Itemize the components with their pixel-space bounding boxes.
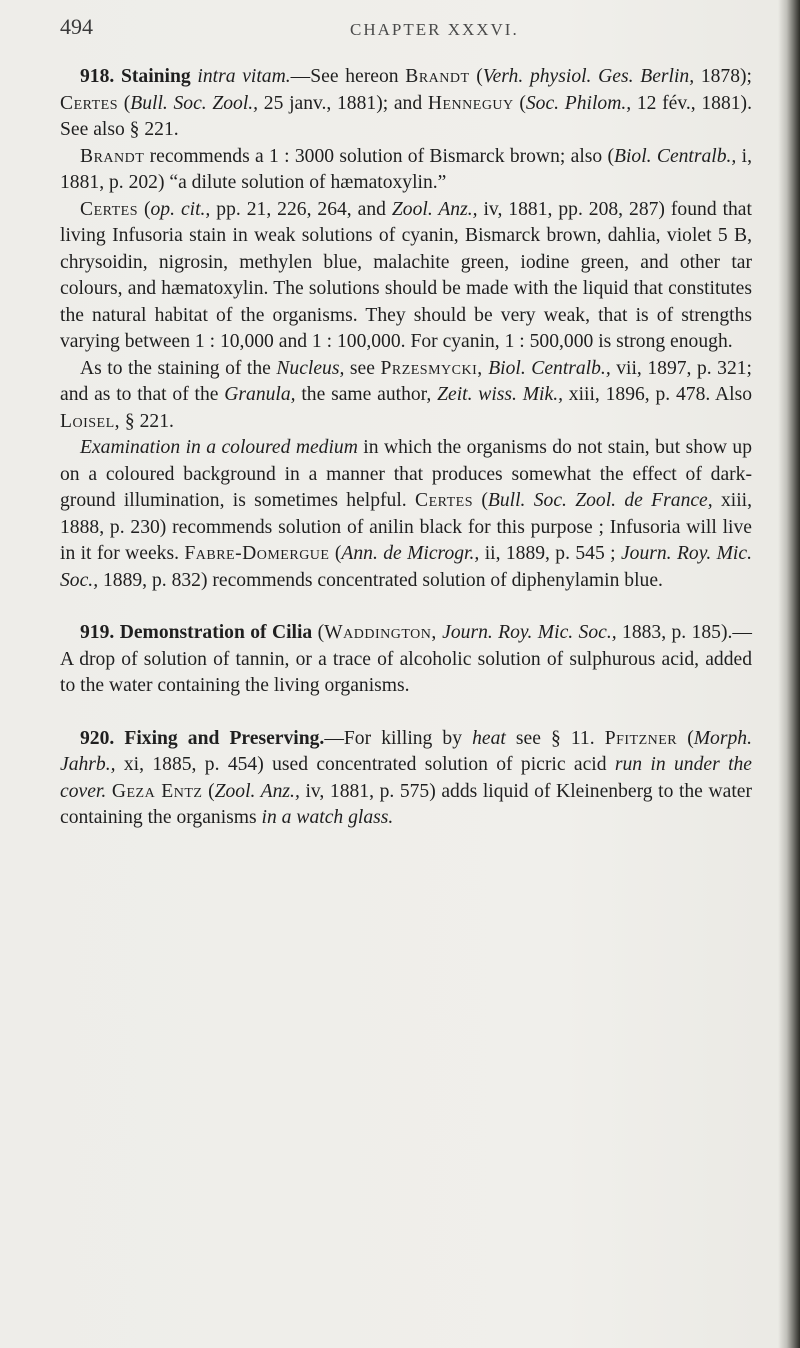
citation-journal: Biol. Centralb.,	[614, 145, 737, 167]
section-title: Demonstration of Cilia	[119, 622, 313, 643]
section-title: Fixing and Preserving.	[124, 727, 325, 749]
section-gap	[60, 594, 752, 620]
author-name: Pfitzner	[604, 727, 678, 749]
citation-journal: Bull. Soc. Zool.,	[130, 92, 259, 114]
body-text	[60, 64, 752, 832]
section-918-paragraph: 918. Staining intra vitam.—See hereon Brandt (Verh. physiol. Ges. Berlin, 1878); Certes (Bull. Soc. Zool., 25 janv., 1881); and Henneguy (Soc. Philom., 12 fév., 1881). See also § 221.	[60, 66, 752, 140]
citation-journal: Zool. Anz.,	[391, 198, 478, 220]
section-gap	[60, 700, 752, 726]
section-number: 920.	[80, 727, 115, 749]
citation-journal: Verh. physiol. Ges. Berlin,	[482, 66, 695, 87]
citation-journal: Zool. Anz.,	[214, 780, 300, 802]
page-number: 494	[60, 14, 93, 39]
author-name: Henneguy	[427, 92, 514, 114]
author-name: Loisel,	[60, 410, 121, 432]
paragraph: Certes (op. cit., pp. 21, 226, 264, and Zool. Anz., iv, 1881, pp. 208, 287) found that living Infusoria stain in weak solutions of cyanin, Bismarck brown, dahlia, violet 5 B, chrysoidin, nigrosin, methylen blue, malachite green, iodine green, and other tar colours, and hæmatoxylin. The solutions should be made with the liquid that constitutes the natural habitat of the organisms. They should be very weak, that is of strengths varying between 1 : 10,000 and 1 : 100,000. For cyanin, 1 : 500,000 is strong enough.	[60, 198, 752, 352]
italic-term: Examination in a coloured medium	[80, 437, 358, 458]
citation-journal: Zeit. wiss. Mik.,	[437, 384, 563, 405]
citation-journal: Journ. Roy. Mic. Soc.,	[60, 543, 752, 591]
citation-journal: op. cit.,	[150, 198, 211, 220]
citation-journal: Journ. Roy. Mic. Soc.,	[442, 622, 617, 643]
author-name: Certes	[415, 490, 474, 511]
paragraph: As to the staining of the Nucleus, see Przesmycki, Biol. Centralb., vii, 1897, p. 321; and as to that of the Granula, the same author, Zeit. wiss. Mik., xiii, 1896, p. 478. Also Loisel, § 221.	[60, 357, 752, 432]
section-919-paragraph: 919. Demonstration of Cilia (Waddington, Journ. Roy. Mic. Soc., 1883, p. 185).—A drop of solution of tannin, or a trace of alcoholic solution of sulphurous acid, added to the water containing the living organisms.	[60, 622, 752, 696]
italic-term: heat	[472, 727, 506, 749]
author-name: Waddington,	[324, 622, 437, 643]
italic-term: in a watch glass.	[261, 807, 394, 828]
running-head	[60, 14, 760, 44]
author-name: Certes	[60, 92, 119, 114]
citation-journal: Ann. de Microgr.,	[341, 543, 480, 564]
author-name: Geza Entz	[111, 780, 203, 802]
citation-journal: Soc. Philom.,	[525, 92, 632, 114]
section-title: Staining	[121, 66, 191, 87]
citation-journal: Morph. Jahrb.,	[60, 727, 752, 775]
citation-journal: Bull. Soc. Zool. de France,	[487, 490, 713, 511]
author-name: Certes	[80, 198, 139, 220]
paragraph: Brandt recommends a 1 : 3000 solution of Bismarck brown; also (Biol. Centralb., i, 1881, p. 202) “a dilute solution of hæmatoxylin.”	[60, 145, 752, 193]
author-name: Brandt	[80, 145, 145, 167]
italic-term: run in under the cover.	[60, 754, 753, 802]
italic-term: Granula,	[224, 384, 296, 405]
section-number: 919.	[80, 622, 115, 643]
chapter-heading: CHAPTER XXXVI.	[350, 20, 519, 39]
author-name: Przesmycki,	[380, 357, 483, 379]
author-name: Brandt	[405, 66, 470, 87]
section-number: 918.	[80, 66, 115, 87]
italic-term: intra vitam.	[197, 66, 291, 87]
italic-term: Nucleus,	[276, 357, 345, 379]
page-edge-shadow	[778, 0, 800, 1348]
paragraph: Examination in a coloured medium in which the organisms do not stain, but show up on a coloured background in a manner that produces somewhat the effect of dark-ground illumination, is sometimes helpful. Certes (Bull. Soc. Zool. de France, xiii, 1888, p. 230) recommends solution of anilin black for this purpose ; Infusoria will live in it for weeks. Fabre-Domergue (Ann. de Microgr., ii, 1889, p. 545 ; Journ. Roy. Mic. Soc., 1889, p. 832) recommends concentrated solution of diphenylamin blue.	[60, 437, 753, 591]
section-920-paragraph: 920. Fixing and Preserving.—For killing by heat see § 11. Pfitzner (Morph. Jahrb., xi, 1885, p. 454) used concentrated solution of picric acid run in under the cover. Geza Entz (Zool. Anz., iv, 1881, p. 575) adds liquid of Kleinenberg to the water containing the organisms in a watch glass.	[60, 727, 753, 828]
citation-journal: Biol. Centralb.,	[488, 357, 611, 379]
author-name: Fabre-Domergue	[184, 543, 330, 564]
